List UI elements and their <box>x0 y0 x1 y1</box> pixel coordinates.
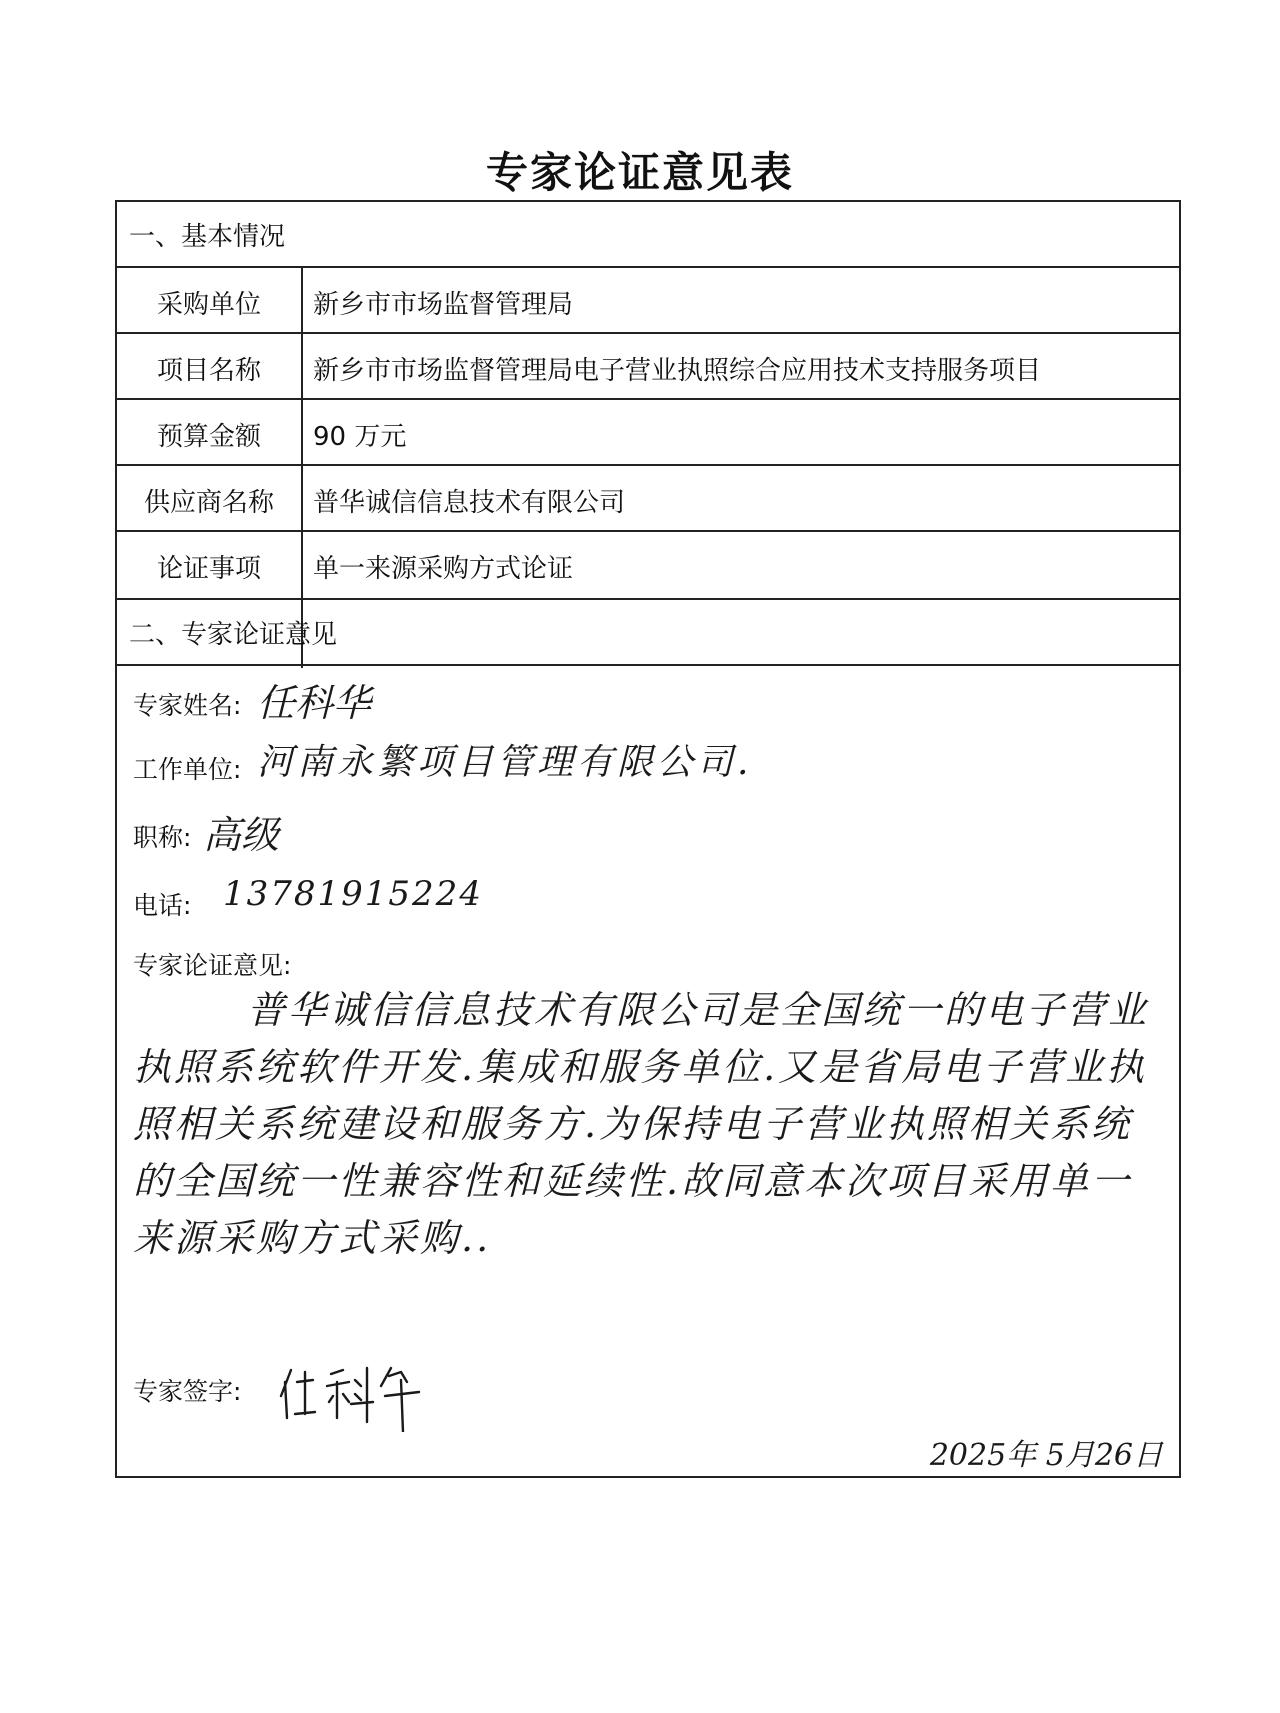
expert-name-label: 专家姓名: <box>133 691 242 720</box>
expert-opinion-text: 普华诚信信息技术有限公司是全国统一的电子营业执照系统软件开发.集成和服务单位.又是省局电子营业执照相关系统建设和服务方.为保持电子营业执照相关系统的全国统一性兼容性和延续性.故同意本次项目采用单一来源采购方式采购.. <box>133 988 1150 1260</box>
supplier-value: 普华诚信信息技术有限公司 <box>313 488 626 518</box>
divider <box>117 664 1179 666</box>
signature-date: 2025年 5月26日 <box>929 1438 1163 1473</box>
matter-value: 单一来源采购方式论证 <box>313 554 574 584</box>
matter-label: 论证事项 <box>156 554 261 584</box>
divider <box>117 598 1179 600</box>
section-opinion-heading: 二、专家论证意见 <box>129 620 338 650</box>
supplier-label: 供应商名称 <box>143 488 274 518</box>
phone-label: 电话: <box>133 891 192 920</box>
purchaser-label: 采购单位 <box>156 290 261 320</box>
work-unit-label: 工作单位: <box>133 755 242 784</box>
signature-image <box>273 1352 433 1432</box>
budget-label: 预算金额 <box>156 422 261 452</box>
divider <box>117 266 1179 268</box>
divider <box>117 464 1179 466</box>
column-divider <box>301 268 303 668</box>
job-title-label: 职称: <box>133 823 192 852</box>
expert-name-handwritten: 任科华 <box>257 681 372 725</box>
signature-label: 专家签字: <box>133 1377 242 1406</box>
job-title-handwritten: 高级 <box>203 813 280 857</box>
section-basic-heading: 一、基本情况 <box>129 222 286 252</box>
page-title: 专家论证意见表 <box>485 148 794 197</box>
opinion-label: 专家论证意见: <box>133 951 292 980</box>
divider <box>117 398 1179 400</box>
phone-handwritten: 13781915224 <box>223 874 483 914</box>
purchaser-value: 新乡市市场监督管理局 <box>313 290 574 320</box>
divider <box>117 530 1179 532</box>
project-value: 新乡市市场监督管理局电子营业执照综合应用技术支持服务项目 <box>313 356 1042 386</box>
work-unit-handwritten: 河南永繁项目管理有限公司. <box>257 742 753 783</box>
budget-value: 90 万元 <box>313 422 407 452</box>
divider <box>117 332 1179 334</box>
project-label: 项目名称 <box>156 356 261 386</box>
opinion-form <box>115 200 1181 1478</box>
